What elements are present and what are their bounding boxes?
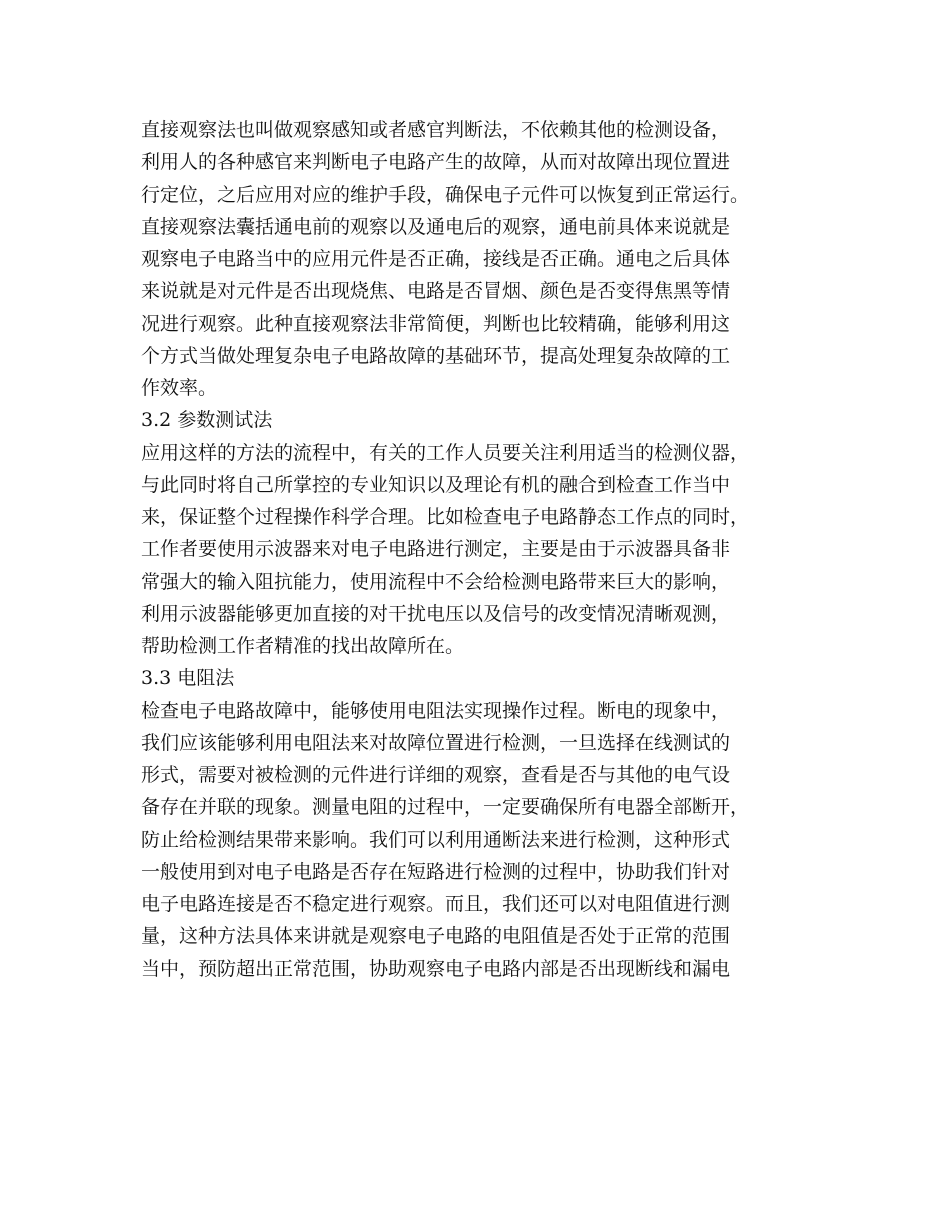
text-line: 利用示波器能够更加直接的对干扰电压以及信号的改变情况清晰观测， [141, 602, 731, 625]
text-line: 来，保证整个过程操作科学合理。比如检查电子电路静态工作点的同时， [141, 506, 750, 528]
text-line: 作效率。 [141, 377, 218, 399]
text-line: 电子电路连接是否不稳定进行观察。而且，我们还可以对电阻值进行测 [141, 893, 731, 915]
text-line: 常强大的输入阻抗能力，使用流程中不会给检测电路带来巨大的影响， [141, 570, 731, 593]
text-line: 来说就是对元件是否出现烧焦、电路是否冒烟、颜色是否变得焦黑等情 [141, 280, 731, 303]
text-line: 形式，需要对被检测的元件进行详细的观察，查看是否与其他的电气设 [141, 764, 731, 786]
text-line: 直接观察法囊括通电前的观察以及通电后的观察，通电前具体来说就是 [141, 215, 731, 238]
text-line: 量，这种方法具体来讲就是观察电子电路的电阻值是否处于正常的范围 [141, 925, 731, 948]
text-line: 检查电子电路故障中，能够使用电阻法实现操作过程。断电的现象中， [141, 699, 731, 722]
section-heading-3-3: 3.3 电阻法 [141, 667, 235, 690]
text-line: 直接观察法也叫做观察感知或者感官判断法，不依赖其他的检测设备， [141, 119, 731, 141]
text-line: 个方式当做处理复杂电子电路故障的基础环节，提高处理复杂故障的工 [141, 344, 731, 367]
text-line: 与此同时将自己所掌控的专业知识以及理论有机的融合到检查工作当中 [141, 473, 731, 496]
text-line: 我们应该能够利用电阻法来对故障位置进行检测，一旦选择在线测试的 [141, 731, 731, 754]
text-line: 工作者要使用示波器来对电子电路进行测定，主要是由于示波器具备非 [141, 538, 731, 561]
text-line: 行定位，之后应用对应的维护手段，确保电子元件可以恢复到正常运行。 [141, 183, 750, 206]
text-line: 当中，预防超出正常范围，协助观察电子电路内部是否出现断线和漏电 [141, 957, 731, 980]
text-line: 一般使用到对电子电路是否存在短路进行检测的过程中，协助我们针对 [141, 860, 731, 883]
text-line: 况进行观察。此种直接观察法非常简便，判断也比较精确，能够利用这 [141, 312, 731, 335]
text-line: 利用人的各种感官来判断电子电路产生的故障，从而对故障出现位置进 [141, 151, 731, 174]
text-line: 观察电子电路当中的应用元件是否正确，接线是否正确。通电之后具体 [141, 248, 731, 270]
section-heading-3-2: 3.2 参数测试法 [141, 409, 273, 432]
text-line: 帮助检测工作者精准的找出故障所在。 [141, 635, 465, 657]
text-line: 应用这样的方法的流程中，有关的工作人员要关注利用适当的检测仪器， [141, 441, 750, 464]
document-body [141, 114, 841, 985]
text-line: 防止给检测结果带来影响。我们可以利用通断法来进行检测，这种形式 [141, 828, 731, 851]
text-line: 备存在并联的现象。测量电阻的过程中，一定要确保所有电器全部断开， [141, 796, 750, 819]
